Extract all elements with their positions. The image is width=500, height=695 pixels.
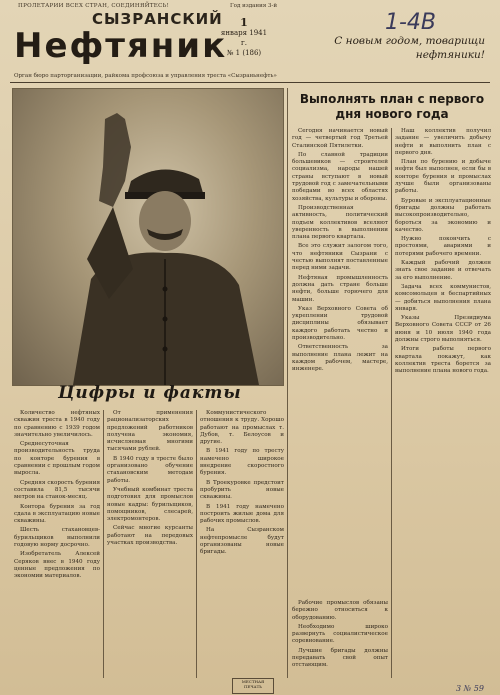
greeting: С новым годом, товарищи нефтяники!: [334, 35, 485, 61]
motto: ПРОЛЕТАРИИ ВСЕХ СТРАН, СОЕДИНЯЙТЕСЬ!: [18, 3, 170, 9]
main-article-column-1: [292, 128, 388, 376]
paragraph: Указы Президиума Верховного Совета СССР от 26 июня и 10 июля 1940 года должны строго выполняться.: [395, 315, 491, 344]
paragraph: Буровые и эксплуатационные бригады должны работать высокопроизводительно, бороться за экономию и качество.: [395, 197, 491, 233]
paragraph: Нефтяная промышленность должна дать стране больше нефти, больше горючего для машин.: [292, 274, 388, 303]
paragraph: Средняя скорость бурения составила 81,5 тысячи метров на станок-месяц.: [14, 479, 100, 501]
paragraph: Указ Верховного Совета об укреплении трудовой дисциплины обязывает каждого работать честно и производительно.: [292, 305, 388, 342]
facts-title: Цифры и факты: [58, 383, 242, 403]
newspaper-title: Нефтяник: [14, 26, 228, 66]
paragraph: Коммунистического отношения к труду. Хорошо работают на промыслах т. Дубов, т. Белоусов и другие.: [200, 410, 284, 446]
paragraph: Сегодня начинается новый год — четвертый год Третьей Сталинской Пятилетки.: [292, 128, 388, 149]
date-day: 1: [240, 16, 248, 29]
facts-column-3: [200, 410, 284, 559]
archive-number: 3 № 59: [456, 684, 484, 693]
paragraph: Контора бурения за год сдала в эксплуатацию новые скважины.: [14, 503, 100, 525]
paragraph: Каждый рабочий должен знать свое задание и отвечать за его выполнение.: [395, 260, 491, 281]
paragraph: В 1941 году по тресту намечено широкое внедрение скоростного бурения.: [200, 448, 284, 477]
paragraph: Задача всех коммунистов, комсомольцев и беспартийных — добиться выполнения плана января.: [395, 283, 491, 312]
portrait-photo: [12, 88, 284, 386]
main-article-column-2: [395, 128, 491, 378]
paragraph: Необходимо широко развернуть социалистическое соревнование.: [292, 623, 388, 645]
paragraph: По славной традиции большевиков — строителей социализма, народы нашей страны вступают в новый трудовой год с замечательными победами во всех областях хозяйства, культуры и обороны.: [292, 151, 388, 202]
paragraph: Учебный комбинат треста подготовил для промыслов новые кадры: бурильщиков, помощников, слесарей, электромонтеров.: [107, 486, 193, 523]
column-divider: [391, 128, 392, 678]
paragraph: Количество нефтяных скважин треста в 1940 году по сравнению с 1939 годом значительно увеличилось.: [14, 410, 100, 438]
paragraph: Сейчас многие курсанты работают на передовых участках производства.: [107, 525, 193, 547]
main-article-column-3: [292, 600, 388, 672]
paragraph: Итоги работы первого квартала покажут, как коллектив треста борется за выполнение плана нового года.: [395, 346, 491, 375]
publisher-city: СЫЗРАНСКИЙ: [92, 10, 223, 28]
portrait-figure: [13, 89, 283, 385]
paragraph: В Троекуровке предстоит пробурить новые скважины.: [200, 479, 284, 501]
paragraph: На Сызранском нефтепромысле будут организованы новые бригады.: [200, 527, 284, 556]
archive-stamp: МЕСТНАЯ ПЕЧАТЬ: [232, 678, 274, 694]
year-label: Год издания 3-й: [230, 3, 277, 9]
paragraph: Рабочие промыслов обязаны бережно относиться к оборудованию.: [292, 600, 388, 621]
paragraph: Ответственность за выполнение плана лежит на каждом рабочем, мастере, инженере.: [292, 344, 388, 373]
paragraph: Все это служит залогом того, что нефтяники Сызрани с честью выполнят поставленные перед ними задачи.: [292, 243, 388, 272]
handwritten-note: 1-4В: [385, 10, 437, 35]
paragraph: Нужно покончить с простоями, авариями и потерями рабочего времени.: [395, 236, 491, 257]
column-divider: [287, 88, 288, 678]
facts-column-1: [14, 410, 100, 583]
paragraph: Изобретатель Алексей Серяков внес в 1940 году ценные предложения по экономии материалов.: [14, 551, 100, 580]
paragraph: В 1940 году в тресте было организовано обучение стахановским методам работы.: [107, 455, 193, 484]
date-box: [218, 18, 270, 58]
date-month-year: января 1941 г.: [220, 29, 268, 47]
paragraph: Среднесуточная производительность труда по конторе бурения в сравнении с прошлым годом выросла.: [14, 441, 100, 477]
column-divider: [103, 410, 104, 678]
paragraph: Лучшие бригады должны передавать свой опыт отстающим.: [292, 647, 388, 669]
column-divider: [196, 410, 197, 678]
paragraph: Производственная активность, политический подъем коллективов вселяют уверенность в выполнении плана первого квартала.: [292, 204, 388, 241]
headline: Выполнять план с первого дня нового года: [299, 92, 485, 121]
paragraph: Наш коллектив получил задание — увеличить добычу нефти и выполнить план с первого дня.: [395, 128, 491, 156]
paragraph: Шесть стахановцев-бурильщиков выполнили годовую норму досрочно.: [14, 527, 100, 549]
paragraph: В 1941 году намечено построить жилые дома для рабочих промыслов.: [200, 503, 284, 525]
issue-number: № 1 (186): [226, 49, 262, 57]
masthead-rule: [10, 82, 490, 83]
facts-column-2: [107, 410, 193, 549]
paragraph: От применения рационализаторских предложений работников получена экономия, исчисляемая многими тысячами рублей.: [107, 410, 193, 453]
paragraph: План по бурению и добыче нефти был выполнен, если бы в конторе бурения и промыслах лучше были организованы работы.: [395, 159, 491, 195]
organ-line: Орган бюро парторганизации, райкома профсоюза и управления треста «Сызраньнефть»: [14, 73, 277, 79]
